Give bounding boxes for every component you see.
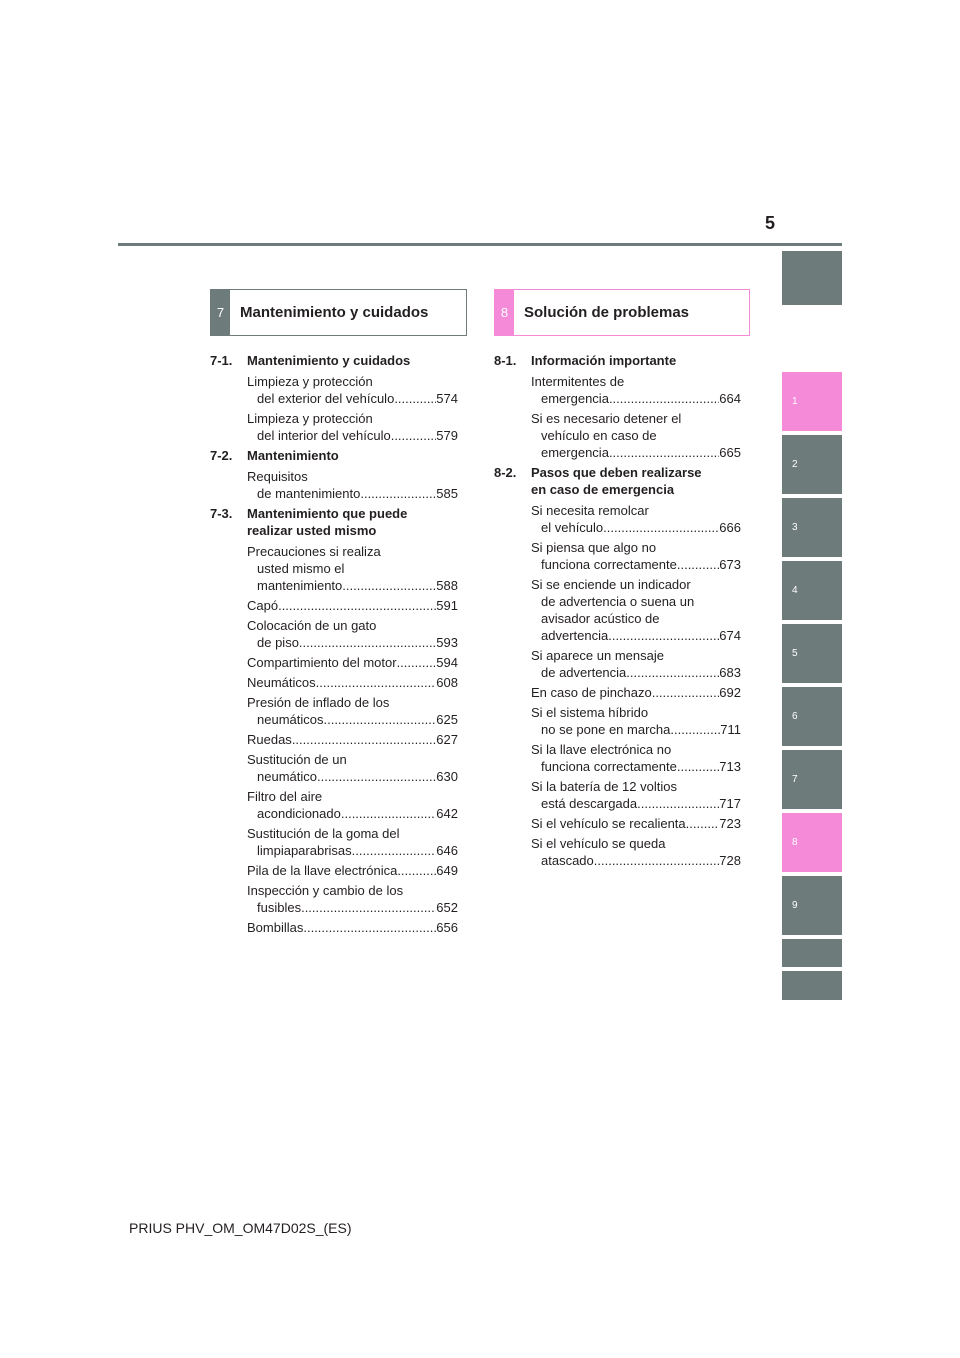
toc-entry-line: Inspección y cambio de los: [247, 883, 404, 898]
toc-entry[interactable]: [247, 468, 458, 502]
document-footer: PRIUS PHV_OM_OM47D02S_(ES): [129, 1220, 352, 1236]
toc-entry-text: emergencia: [541, 391, 609, 406]
dot-leader: [608, 627, 719, 644]
toc-entry-text: acondicionado: [257, 806, 341, 821]
dot-leader: [323, 711, 436, 728]
dot-leader: [652, 684, 720, 701]
toc-entry-text: de mantenimiento: [257, 486, 361, 501]
toc-page-number: 666: [719, 520, 741, 535]
toc-entry-leader: [247, 919, 458, 936]
toc-entry[interactable]: [247, 731, 458, 748]
toc-entry-line: Requisitos: [247, 469, 308, 484]
dot-leader: [594, 852, 720, 869]
chapter-tab-5[interactable]: 5: [782, 624, 842, 683]
toc-entry-leader: [531, 684, 741, 701]
toc-column-8: [494, 352, 741, 872]
chapter-tab-7[interactable]: 7: [782, 750, 842, 809]
toc-entry-leader: [531, 795, 741, 812]
dot-leader: [677, 556, 719, 573]
toc-page-number: 608: [436, 675, 458, 690]
toc-entry[interactable]: [531, 815, 741, 832]
toc-entry-line: Si aparece un mensaje: [531, 648, 664, 663]
toc-entry-line: Limpieza y protección: [247, 411, 373, 426]
toc-entry[interactable]: [247, 788, 458, 822]
dot-leader: [626, 664, 719, 681]
toc-page-number: 593: [436, 635, 458, 650]
toc-entry-leader: [247, 731, 458, 748]
dot-leader: [686, 815, 720, 832]
toc-entry[interactable]: [247, 919, 458, 936]
dot-leader: [603, 519, 719, 536]
toc-entry[interactable]: [247, 410, 458, 444]
toc-entry-leader: [531, 721, 741, 738]
toc-entry-text: funciona correctamente: [541, 759, 677, 774]
toc-entry-leader: [247, 634, 458, 651]
toc-entry-text: neumático: [257, 769, 317, 784]
toc-entry[interactable]: [531, 502, 741, 536]
toc-entry-leader: [531, 627, 741, 644]
toc-entry-text: Bombillas: [247, 920, 304, 935]
toc-entry-leader: [531, 758, 741, 775]
dot-leader: [677, 758, 719, 775]
toc-page-number: 683: [719, 665, 741, 680]
dot-leader: [394, 390, 436, 407]
subsection-title: [247, 352, 458, 369]
dot-leader: [609, 390, 719, 407]
toc-page-number: 588: [436, 578, 458, 593]
toc-entry-text: fusibles: [257, 900, 302, 915]
dot-leader: [391, 427, 437, 444]
toc-entry-leader: [247, 842, 458, 859]
section-header-8[interactable]: [494, 289, 750, 336]
subsection-number: 7-3.: [210, 506, 233, 521]
chapter-tab-8[interactable]: 8: [782, 813, 842, 872]
dot-leader: [341, 805, 436, 822]
toc-entry-leader: [247, 597, 458, 614]
subsection-number: 8-2.: [494, 465, 517, 480]
toc-entry-line: Colocación de un gato: [247, 618, 377, 633]
dot-leader: [316, 674, 437, 691]
toc-entry-line: Si se enciende un indicador: [531, 577, 691, 592]
subsection-title: [247, 447, 458, 464]
dot-leader: [609, 444, 719, 461]
toc-entry-leader: [247, 390, 458, 407]
chapter-tab-blank-11[interactable]: [782, 971, 842, 1000]
section-number: 7: [211, 290, 230, 335]
toc-entry-leader: [247, 485, 458, 502]
toc-entry-leader: [531, 852, 741, 869]
toc-entry[interactable]: [247, 862, 458, 879]
toc-entry-text: Compartimiento del motor: [247, 655, 397, 670]
toc-page-number: 665: [719, 445, 741, 460]
toc-page-number: 656: [436, 920, 458, 935]
toc-entry-text: está descargada: [541, 796, 638, 811]
chapter-tab-blank-0[interactable]: [782, 251, 842, 305]
toc-entry-leader: [247, 768, 458, 785]
toc-entry[interactable]: [247, 674, 458, 691]
toc-entry[interactable]: [247, 373, 458, 407]
toc-page-number: 664: [719, 391, 741, 406]
dot-leader: [292, 731, 436, 748]
subsection-heading[interactable]: [494, 464, 741, 498]
chapter-tab-3[interactable]: 3: [782, 498, 842, 557]
subsection-number: 7-2.: [210, 448, 233, 463]
toc-entry-leader: [247, 899, 458, 916]
subsection-title: [531, 352, 741, 369]
toc-entry-line: vehículo en caso de: [541, 428, 657, 443]
chapter-tab-4[interactable]: 4: [782, 561, 842, 620]
toc-entry-leader: [531, 444, 741, 461]
toc-entry-text: del exterior del vehículo: [257, 391, 395, 406]
toc-page-number: 627: [436, 732, 458, 747]
toc-entry-line: Presión de inflado de los: [247, 695, 390, 710]
toc-entry[interactable]: [531, 684, 741, 701]
toc-entry-line: Filtro del aire: [247, 789, 323, 804]
chapter-tab-2[interactable]: 2: [782, 435, 842, 494]
toc-entry[interactable]: [247, 751, 458, 785]
toc-entry-line: Si la batería de 12 voltios: [531, 779, 677, 794]
toc-entry-text: En caso de pinchazo: [531, 685, 652, 700]
toc-page-number: 625: [436, 712, 458, 727]
toc-entry-line: Precauciones si realiza: [247, 544, 381, 559]
toc-entry-line: Si el sistema híbrido: [531, 705, 649, 720]
toc-entry-text: Neumáticos: [247, 675, 316, 690]
subsection-title-line: realizar usted mismo: [247, 523, 377, 538]
dot-leader: [397, 654, 437, 671]
toc-entry-text: Ruedas: [247, 732, 292, 747]
toc-page-number: 646: [436, 843, 458, 858]
toc-entry-leader: [247, 577, 458, 594]
toc-page-number: 649: [436, 863, 458, 878]
subsection-title-line: en caso de emergencia: [531, 482, 675, 497]
toc-entry-text: Si el vehículo se recalienta: [531, 816, 686, 831]
toc-page-number: 574: [436, 391, 458, 406]
dot-leader: [637, 795, 719, 812]
toc-entry-text: advertencia: [541, 628, 609, 643]
toc-entry-line: de advertencia o suena un: [541, 594, 695, 609]
toc-entry-text: atascado: [541, 853, 594, 868]
toc-entry-text: no se pone en marcha: [541, 722, 671, 737]
dot-leader: [352, 842, 437, 859]
toc-entry-leader: [247, 674, 458, 691]
toc-entry[interactable]: [531, 647, 741, 681]
subsection-heading[interactable]: [494, 352, 741, 369]
toc-page-number: 713: [719, 759, 741, 774]
subsection-title-line: Mantenimiento que puede: [247, 506, 408, 521]
toc-entry-text: Capó: [247, 598, 279, 613]
subsection-heading[interactable]: [210, 505, 458, 539]
dot-leader: [360, 485, 436, 502]
toc-entry[interactable]: [531, 704, 741, 738]
toc-entry-text: del interior del vehículo: [257, 428, 391, 443]
toc-page-number: 652: [436, 900, 458, 915]
toc-column-7: [210, 352, 458, 939]
toc-page-number: 723: [719, 816, 741, 831]
section-number: 8: [495, 290, 514, 335]
toc-entry[interactable]: [247, 694, 458, 728]
dot-leader: [397, 862, 436, 879]
toc-entry-line: usted mismo el: [257, 561, 345, 576]
toc-entry[interactable]: [247, 882, 458, 916]
toc-entry[interactable]: [247, 617, 458, 651]
toc-page-number: 642: [436, 806, 458, 821]
toc-entry-text: limpiaparabrisas: [257, 843, 352, 858]
dot-leader: [670, 721, 720, 738]
subsection-title-line: Información importante: [531, 353, 677, 368]
toc-entry-text: de piso: [257, 635, 299, 650]
toc-page-number: 594: [436, 655, 458, 670]
subsection-heading[interactable]: [210, 352, 458, 369]
toc-entry-leader: [531, 519, 741, 536]
toc-entry-text: Pila de la llave electrónica: [247, 863, 398, 878]
toc-entry-leader: [247, 711, 458, 728]
dot-leader: [299, 634, 436, 651]
toc-entry-leader: [247, 805, 458, 822]
toc-page-number: 630: [436, 769, 458, 784]
section-header-7[interactable]: [210, 289, 467, 336]
dot-leader: [303, 919, 436, 936]
chapter-tab-6[interactable]: 6: [782, 687, 842, 746]
subsection-number: 7-1.: [210, 353, 233, 368]
chapter-tab-9[interactable]: 9: [782, 876, 842, 935]
toc-entry[interactable]: [531, 410, 741, 461]
toc-entry-line: Si necesita remolcar: [531, 503, 649, 518]
toc-entry-line: Limpieza y protección: [247, 374, 373, 389]
toc-entry-leader: [531, 556, 741, 573]
subsection-title-line: Pasos que deben realizarse: [531, 465, 702, 480]
toc-entry-line: Si es necesario detener el: [531, 411, 682, 426]
toc-entry-line: Si la llave electrónica no: [531, 742, 672, 757]
toc-page-number: 692: [719, 685, 741, 700]
toc-entry-leader: [531, 664, 741, 681]
dot-leader: [317, 768, 436, 785]
header-rule: [118, 243, 842, 246]
subsection-title: [247, 505, 458, 539]
toc-entry-leader: [247, 654, 458, 671]
toc-entry-text: de advertencia: [541, 665, 627, 680]
toc-page-number: 728: [719, 853, 741, 868]
toc-page-number: 585: [436, 486, 458, 501]
toc-entry[interactable]: [531, 835, 741, 869]
dot-leader: [278, 597, 436, 614]
toc-entry[interactable]: [531, 778, 741, 812]
toc-entry-leader: [247, 427, 458, 444]
toc-page-number: 673: [719, 557, 741, 572]
toc-entry-text: neumáticos: [257, 712, 324, 727]
toc-page-number: 579: [436, 428, 458, 443]
toc-entry[interactable]: [247, 597, 458, 614]
subsection-title: [531, 464, 741, 498]
toc-page-number: 674: [719, 628, 741, 643]
subsection-number: 8-1.: [494, 353, 517, 368]
toc-entry-text: funciona correctamente: [541, 557, 677, 572]
toc-entry-line: Si el vehículo se queda: [531, 836, 666, 851]
toc-entry-line: Si piensa que algo no: [531, 540, 657, 555]
toc-entry[interactable]: [531, 741, 741, 775]
page-number: 5: [764, 213, 775, 233]
toc-entry-leader: [531, 390, 741, 407]
toc-page-number: 711: [720, 722, 741, 737]
section-title: Mantenimiento y cuidados: [240, 304, 429, 321]
subsection-title-line: Mantenimiento: [247, 448, 339, 463]
subsection-heading[interactable]: [210, 447, 458, 464]
toc-entry-leader: [247, 862, 458, 879]
toc-entry-text: mantenimiento: [257, 578, 343, 593]
toc-entry-line: Intermitentes de: [531, 374, 625, 389]
toc-entry-line: Sustitución de un: [247, 752, 347, 767]
toc-entry-leader: [531, 815, 741, 832]
toc-entry[interactable]: [531, 576, 741, 644]
toc-page-number: 717: [719, 796, 741, 811]
toc-entry[interactable]: [247, 543, 458, 594]
toc-entry[interactable]: [531, 373, 741, 407]
toc-entry[interactable]: [531, 539, 741, 573]
dot-leader: [301, 899, 436, 916]
toc-page-number: 591: [436, 598, 458, 613]
chapter-tab-1[interactable]: 1: [782, 372, 842, 431]
section-title: Solución de problemas: [524, 304, 690, 321]
toc-entry-line: avisador acústico de: [541, 611, 660, 626]
toc-entry[interactable]: [247, 825, 458, 859]
chapter-tab-blank-10[interactable]: [782, 939, 842, 967]
toc-entry-text: emergencia: [541, 445, 609, 460]
subsection-title-line: Mantenimiento y cuidados: [247, 353, 411, 368]
toc-entry-text: el vehículo: [541, 520, 604, 535]
toc-entry[interactable]: [247, 654, 458, 671]
toc-entry-line: Sustitución de la goma del: [247, 826, 400, 841]
dot-leader: [342, 577, 436, 594]
